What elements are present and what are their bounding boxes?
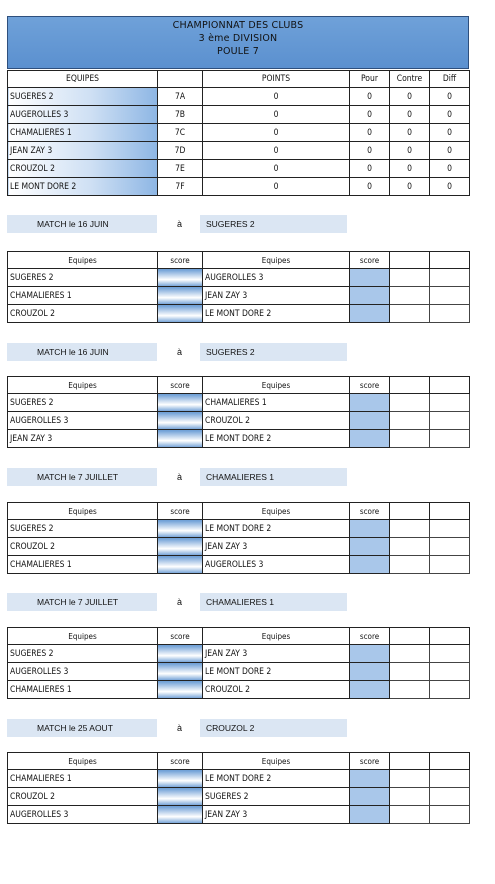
team-name: AUGEROLLES 3 [8,106,158,124]
col-score: score [158,503,203,520]
diff-cell: 0 [430,160,470,178]
blank-cell [430,681,470,699]
away-team: LE MONT DORE 2 [203,770,350,788]
col-pour: Pour [350,71,390,88]
col-score: score [350,628,390,645]
blank-cell [430,394,470,412]
points-cell: 0 [203,160,350,178]
home-team: AUGEROLLES 3 [8,663,158,681]
blank-cell [430,287,470,305]
match-header-row [8,753,470,770]
standings-row [8,142,470,160]
blank-cell [390,663,430,681]
home-score-field[interactable] [158,394,203,412]
match-row [8,770,470,788]
away-score-field[interactable] [350,663,390,681]
home-score-field[interactable] [158,663,203,681]
away-team: JEAN ZAY 3 [203,538,350,556]
team-code: 7A [158,88,203,106]
away-team: LE MONT DORE 2 [203,305,350,323]
match-header-row [8,503,470,520]
pour-cell: 0 [350,142,390,160]
contre-cell: 0 [390,160,430,178]
standings-header-row [8,71,470,88]
blank-cell [390,520,430,538]
col-equipes: Equipes [203,377,350,394]
match-venue: SUGERES 2 [200,343,347,361]
col-equipes: Equipes [8,628,158,645]
standings-row [8,160,470,178]
home-score-field[interactable] [158,806,203,824]
blank-cell [430,556,470,574]
match-table [7,752,470,824]
standings-table [7,70,470,196]
blank-cell [430,628,470,645]
match-venue: CHAMALIERES 1 [200,593,347,611]
away-score-field[interactable] [350,430,390,448]
home-team: AUGEROLLES 3 [8,412,158,430]
home-team: CHAMALIERES 1 [8,287,158,305]
match-row [8,788,470,806]
blank-cell [390,806,430,824]
match-date: MATCH le 7 JUILLET [7,468,157,486]
match-row [8,681,470,699]
contre-cell: 0 [390,88,430,106]
col-equipes: Equipes [203,503,350,520]
home-team: CHAMALIERES 1 [8,681,158,699]
points-cell: 0 [203,88,350,106]
match-header [7,468,347,486]
standings-row [8,124,470,142]
home-team: SUGERES 2 [8,269,158,287]
match-header [7,719,347,737]
blank-cell [430,788,470,806]
diff-cell: 0 [430,178,470,196]
blank-cell [430,520,470,538]
away-score-field[interactable] [350,305,390,323]
team-code: 7C [158,124,203,142]
match-header [7,215,347,233]
match-venue: CROUZOL 2 [200,719,347,737]
home-team: SUGERES 2 [8,520,158,538]
at-label: à [177,597,183,607]
blank-cell [390,681,430,699]
blank-cell [430,806,470,824]
blank-cell [390,269,430,287]
home-score-field[interactable] [158,538,203,556]
match-header-row [8,377,470,394]
away-team: JEAN ZAY 3 [203,806,350,824]
home-team: CHAMALIERES 1 [8,770,158,788]
team-name: JEAN ZAY 3 [8,142,158,160]
away-score-field[interactable] [350,806,390,824]
home-score-field[interactable] [158,788,203,806]
pour-cell: 0 [350,106,390,124]
home-score-field[interactable] [158,520,203,538]
match-venue: CHAMALIERES 1 [200,468,347,486]
standings-row [8,178,470,196]
points-cell: 0 [203,178,350,196]
blank-cell [390,394,430,412]
away-score-field[interactable] [350,269,390,287]
blank-cell [430,269,470,287]
match-row [8,663,470,681]
home-score-field[interactable] [158,430,203,448]
away-score-field[interactable] [350,556,390,574]
diff-cell: 0 [430,142,470,160]
away-score-field[interactable] [350,770,390,788]
team-code: 7D [158,142,203,160]
away-team: JEAN ZAY 3 [203,645,350,663]
blank-cell [430,305,470,323]
match-date: MATCH le 7 JUILLET [7,593,157,611]
away-score-field[interactable] [350,681,390,699]
blank-cell [390,252,430,269]
header-pool: POULE 7 [217,46,259,57]
team-name: LE MONT DORE 2 [8,178,158,196]
blank-cell [430,252,470,269]
team-name: SUGERES 2 [8,88,158,106]
blank-cell [390,305,430,323]
col-score: score [350,753,390,770]
col-score: score [158,628,203,645]
pour-cell: 0 [350,88,390,106]
at-label: à [177,723,183,733]
col-equipes: Equipes [203,753,350,770]
match-row [8,287,470,305]
away-team: AUGEROLLES 3 [203,269,350,287]
match-row [8,556,470,574]
diff-cell: 0 [430,88,470,106]
away-score-field[interactable] [350,538,390,556]
pour-cell: 0 [350,178,390,196]
blank-cell [430,753,470,770]
blank-cell [390,556,430,574]
col-contre: Contre [390,71,430,88]
away-team: SUGERES 2 [203,788,350,806]
away-team: LE MONT DORE 2 [203,430,350,448]
away-score-field[interactable] [350,788,390,806]
col-equipes: Equipes [203,628,350,645]
home-team: CROUZOL 2 [8,305,158,323]
col-diff: Diff [430,71,470,88]
match-table [7,251,470,323]
match-header-row [8,252,470,269]
home-team: JEAN ZAY 3 [8,430,158,448]
away-score-field[interactable] [350,394,390,412]
blank-cell [430,538,470,556]
col-score: score [158,753,203,770]
header-title: CHAMPIONNAT DES CLUBS [172,20,304,31]
match-date: MATCH le 16 JUIN [7,215,157,233]
team-name: CROUZOL 2 [8,160,158,178]
col-score: score [350,503,390,520]
blank-cell [390,538,430,556]
blank-cell [390,753,430,770]
match-row [8,430,470,448]
away-team: LE MONT DORE 2 [203,520,350,538]
blank-cell [390,503,430,520]
match-venue: SUGERES 2 [200,215,347,233]
home-team: CHAMALIERES 1 [8,556,158,574]
col-equipes: EQUIPES [8,71,158,88]
championship-header [7,16,469,69]
home-team: SUGERES 2 [8,394,158,412]
col-score: score [350,252,390,269]
team-code: 7B [158,106,203,124]
home-score-field[interactable] [158,556,203,574]
blank-cell [430,770,470,788]
col-score: score [350,377,390,394]
match-date: MATCH le 25 AOUT [7,719,157,737]
blank-cell [430,430,470,448]
diff-cell: 0 [430,106,470,124]
team-code: 7E [158,160,203,178]
home-score-field[interactable] [158,269,203,287]
blank-cell [390,628,430,645]
match-row [8,394,470,412]
col-points: POINTS [203,71,350,88]
away-team: AUGEROLLES 3 [203,556,350,574]
standings-row [8,88,470,106]
col-equipes: Equipes [203,252,350,269]
away-score-field[interactable] [350,287,390,305]
blank-cell [390,377,430,394]
away-team: CROUZOL 2 [203,681,350,699]
blank-cell [390,412,430,430]
blank-cell [390,788,430,806]
home-team: CROUZOL 2 [8,788,158,806]
col-score: score [158,377,203,394]
match-row [8,269,470,287]
points-cell: 0 [203,124,350,142]
col-equipes: Equipes [8,252,158,269]
match-table [7,502,470,574]
at-label: à [177,347,183,357]
pour-cell: 0 [350,160,390,178]
col-code [158,71,203,88]
away-score-field[interactable] [350,520,390,538]
away-team: CHAMALIERES 1 [203,394,350,412]
home-team: AUGEROLLES 3 [8,806,158,824]
blank-cell [390,770,430,788]
at-label: à [177,472,183,482]
home-team: CROUZOL 2 [8,538,158,556]
away-team: JEAN ZAY 3 [203,287,350,305]
match-row [8,806,470,824]
contre-cell: 0 [390,142,430,160]
pour-cell: 0 [350,124,390,142]
blank-cell [430,503,470,520]
at-label: à [177,219,183,229]
match-header [7,343,347,361]
team-code: 7F [158,178,203,196]
match-header-row [8,628,470,645]
away-team: CROUZOL 2 [203,412,350,430]
blank-cell [390,430,430,448]
away-score-field[interactable] [350,645,390,663]
blank-cell [390,287,430,305]
col-equipes: Equipes [8,503,158,520]
home-score-field[interactable] [158,412,203,430]
home-score-field[interactable] [158,305,203,323]
contre-cell: 0 [390,124,430,142]
blank-cell [430,645,470,663]
match-date: MATCH le 16 JUIN [7,343,157,361]
standings-row [8,106,470,124]
contre-cell: 0 [390,106,430,124]
away-score-field[interactable] [350,412,390,430]
home-score-field[interactable] [158,645,203,663]
match-table [7,627,470,699]
match-row [8,305,470,323]
home-team: SUGERES 2 [8,645,158,663]
away-team: LE MONT DORE 2 [203,663,350,681]
col-score: score [158,252,203,269]
home-score-field[interactable] [158,681,203,699]
col-equipes: Equipes [8,753,158,770]
col-equipes: Equipes [8,377,158,394]
blank-cell [430,663,470,681]
match-row [8,520,470,538]
match-row [8,538,470,556]
match-header [7,593,347,611]
home-score-field[interactable] [158,770,203,788]
blank-cell [430,377,470,394]
home-score-field[interactable] [158,287,203,305]
blank-cell [390,645,430,663]
blank-cell [430,412,470,430]
match-table [7,376,470,448]
contre-cell: 0 [390,178,430,196]
match-row [8,645,470,663]
team-name: CHAMALIERES 1 [8,124,158,142]
match-row [8,412,470,430]
diff-cell: 0 [430,124,470,142]
points-cell: 0 [203,142,350,160]
header-division: 3 ème DIVISION [198,33,278,44]
points-cell: 0 [203,106,350,124]
